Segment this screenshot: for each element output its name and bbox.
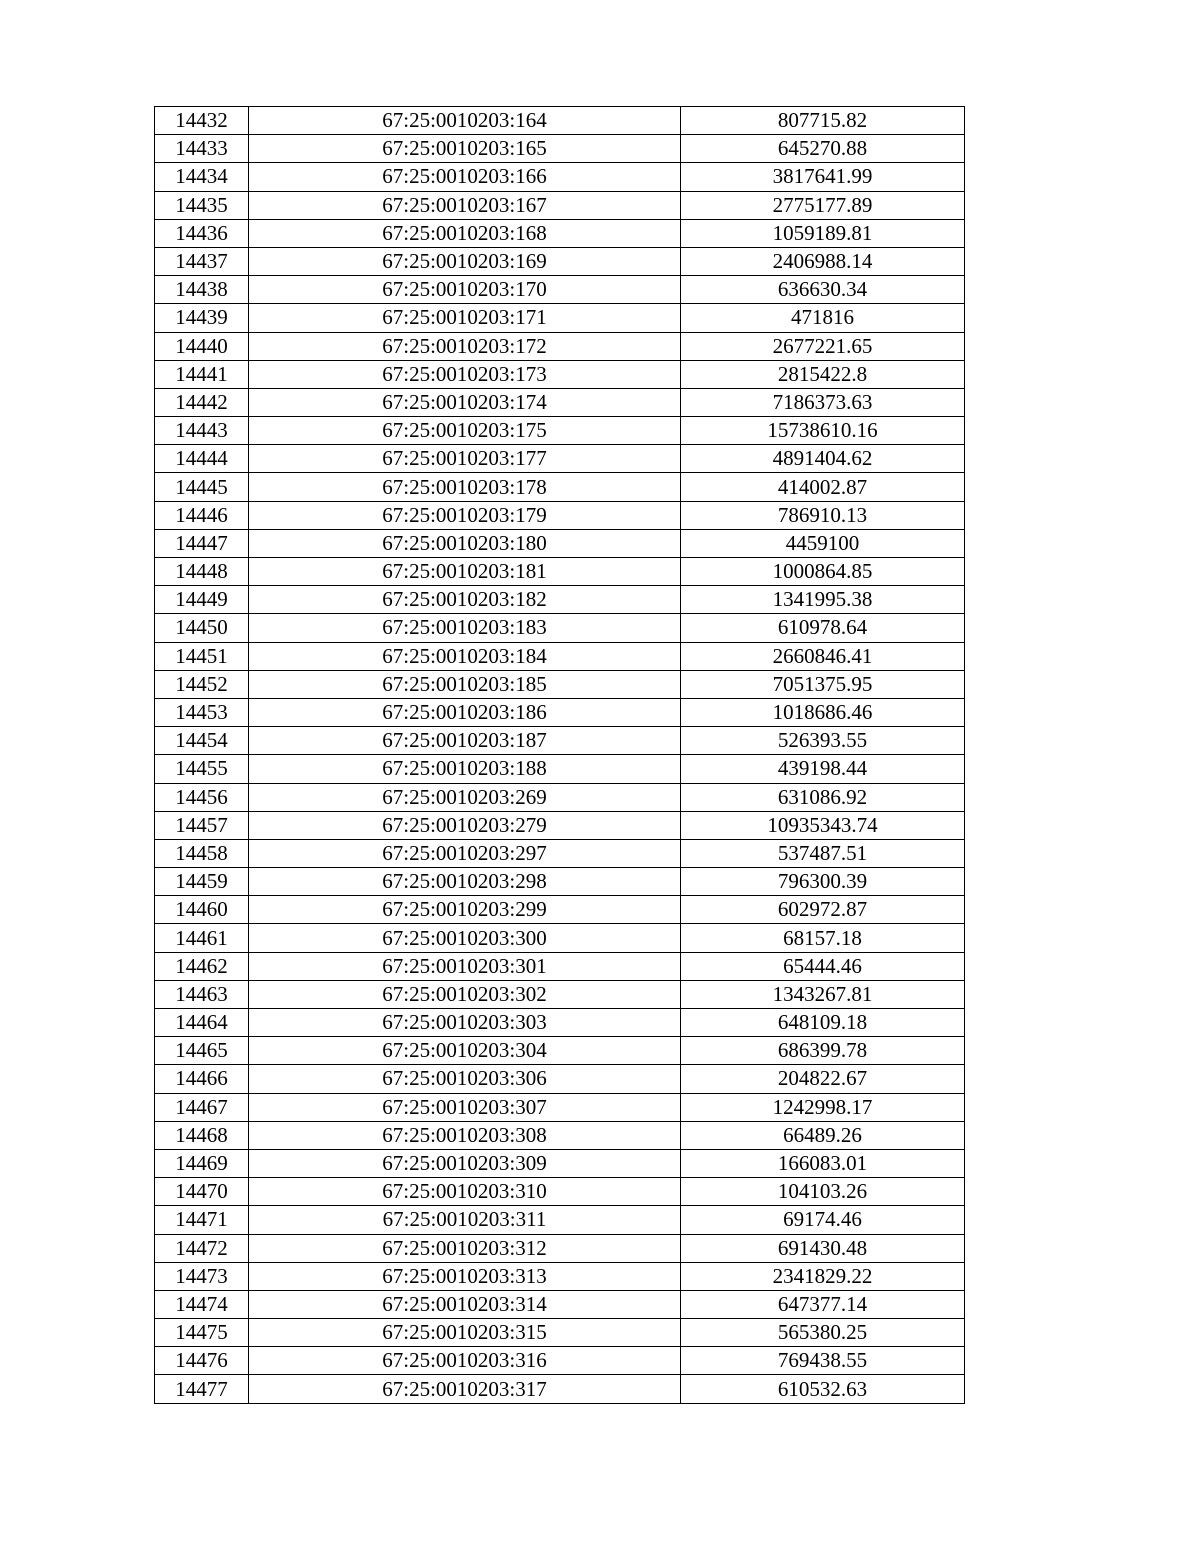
cadastral-value-cell: 565380.25 — [681, 1319, 965, 1347]
row-number-cell: 14455 — [155, 755, 249, 783]
cadastral-number-cell: 67:25:0010203:167 — [249, 191, 681, 219]
cadastral-value-cell: 2406988.14 — [681, 247, 965, 275]
table-row — [155, 1290, 965, 1318]
cadastral-value-cell: 4459100 — [681, 529, 965, 557]
row-number-cell: 14467 — [155, 1093, 249, 1121]
cadastral-number-cell: 67:25:0010203:315 — [249, 1319, 681, 1347]
cadastral-value-cell: 66489.26 — [681, 1121, 965, 1149]
row-number-cell: 14444 — [155, 445, 249, 473]
cadastral-value-cell: 1000864.85 — [681, 558, 965, 586]
table-row — [155, 304, 965, 332]
table-row — [155, 417, 965, 445]
row-number-cell: 14451 — [155, 642, 249, 670]
cadastral-number-cell: 67:25:0010203:304 — [249, 1037, 681, 1065]
table-row — [155, 1319, 965, 1347]
cadastral-number-cell: 67:25:0010203:180 — [249, 529, 681, 557]
cadastral-value-cell: 769438.55 — [681, 1347, 965, 1375]
row-number-cell: 14463 — [155, 980, 249, 1008]
cadastral-value-cell: 1341995.38 — [681, 586, 965, 614]
cadastral-value-cell: 414002.87 — [681, 473, 965, 501]
cadastral-value-cell: 647377.14 — [681, 1290, 965, 1318]
row-number-cell: 14461 — [155, 924, 249, 952]
row-number-cell: 14466 — [155, 1065, 249, 1093]
row-number-cell: 14445 — [155, 473, 249, 501]
row-number-cell: 14456 — [155, 783, 249, 811]
row-number-cell: 14470 — [155, 1178, 249, 1206]
cadastral-number-cell: 67:25:0010203:299 — [249, 896, 681, 924]
table-row — [155, 191, 965, 219]
cadastral-value-cell: 7051375.95 — [681, 670, 965, 698]
table-row — [155, 783, 965, 811]
cadastral-value-cell: 610532.63 — [681, 1375, 965, 1403]
table-row — [155, 1375, 965, 1403]
cadastral-value-cell: 471816 — [681, 304, 965, 332]
cadastral-number-cell: 67:25:0010203:171 — [249, 304, 681, 332]
row-number-cell: 14440 — [155, 332, 249, 360]
row-number-cell: 14473 — [155, 1262, 249, 1290]
row-number-cell: 14476 — [155, 1347, 249, 1375]
table-row — [155, 952, 965, 980]
table-row — [155, 107, 965, 135]
table-row — [155, 388, 965, 416]
table-row — [155, 698, 965, 726]
row-number-cell: 14457 — [155, 811, 249, 839]
row-number-cell: 14433 — [155, 135, 249, 163]
row-number-cell: 14468 — [155, 1121, 249, 1149]
cadastral-value-cell: 686399.78 — [681, 1037, 965, 1065]
cadastral-number-cell: 67:25:0010203:314 — [249, 1290, 681, 1318]
cadastral-number-cell: 67:25:0010203:165 — [249, 135, 681, 163]
cadastral-value-cell: 631086.92 — [681, 783, 965, 811]
table-row — [155, 501, 965, 529]
row-number-cell: 14442 — [155, 388, 249, 416]
row-number-cell: 14452 — [155, 670, 249, 698]
cadastral-number-cell: 67:25:0010203:166 — [249, 163, 681, 191]
table-row — [155, 445, 965, 473]
table-row — [155, 360, 965, 388]
table-row — [155, 1037, 965, 1065]
cadastral-number-cell: 67:25:0010203:172 — [249, 332, 681, 360]
cadastral-number-cell: 67:25:0010203:175 — [249, 417, 681, 445]
row-number-cell: 14454 — [155, 727, 249, 755]
cadastral-number-cell: 67:25:0010203:308 — [249, 1121, 681, 1149]
table-row — [155, 1262, 965, 1290]
cadastral-value-cell: 204822.67 — [681, 1065, 965, 1093]
row-number-cell: 14434 — [155, 163, 249, 191]
table-row — [155, 219, 965, 247]
table-row — [155, 727, 965, 755]
cadastral-value-cell: 2677221.65 — [681, 332, 965, 360]
cadastral-value-cell: 15738610.16 — [681, 417, 965, 445]
cadastral-value-cell: 2775177.89 — [681, 191, 965, 219]
table-row — [155, 868, 965, 896]
cadastral-value-cell: 1018686.46 — [681, 698, 965, 726]
row-number-cell: 14469 — [155, 1149, 249, 1177]
cadastral-number-cell: 67:25:0010203:269 — [249, 783, 681, 811]
cadastral-value-cell: 537487.51 — [681, 839, 965, 867]
cadastral-number-cell: 67:25:0010203:307 — [249, 1093, 681, 1121]
cadastral-number-cell: 67:25:0010203:301 — [249, 952, 681, 980]
row-number-cell: 14446 — [155, 501, 249, 529]
table-body — [155, 107, 965, 1404]
table-row — [155, 1065, 965, 1093]
table-row — [155, 1206, 965, 1234]
cadastral-value-cell: 104103.26 — [681, 1178, 965, 1206]
cadastral-number-cell: 67:25:0010203:312 — [249, 1234, 681, 1262]
table-row — [155, 642, 965, 670]
table-row — [155, 980, 965, 1008]
cadastral-number-cell: 67:25:0010203:188 — [249, 755, 681, 783]
cadastral-number-cell: 67:25:0010203:182 — [249, 586, 681, 614]
table-row — [155, 1093, 965, 1121]
row-number-cell: 14458 — [155, 839, 249, 867]
cadastral-number-cell: 67:25:0010203:186 — [249, 698, 681, 726]
table-row — [155, 586, 965, 614]
cadastral-value-cell: 691430.48 — [681, 1234, 965, 1262]
row-number-cell: 14465 — [155, 1037, 249, 1065]
table-row — [155, 924, 965, 952]
table-row — [155, 1121, 965, 1149]
cadastral-number-cell: 67:25:0010203:184 — [249, 642, 681, 670]
row-number-cell: 14447 — [155, 529, 249, 557]
cadastral-number-cell: 67:25:0010203:169 — [249, 247, 681, 275]
row-number-cell: 14459 — [155, 868, 249, 896]
row-number-cell: 14474 — [155, 1290, 249, 1318]
table-row — [155, 529, 965, 557]
cadastral-value-cell: 648109.18 — [681, 1009, 965, 1037]
cadastral-value-cell: 68157.18 — [681, 924, 965, 952]
cadastral-value-cell: 166083.01 — [681, 1149, 965, 1177]
table-row — [155, 276, 965, 304]
cadastral-number-cell: 67:25:0010203:311 — [249, 1206, 681, 1234]
cadastral-number-cell: 67:25:0010203:170 — [249, 276, 681, 304]
table-row — [155, 755, 965, 783]
table-row — [155, 1178, 965, 1206]
cadastral-number-cell: 67:25:0010203:168 — [249, 219, 681, 247]
row-number-cell: 14462 — [155, 952, 249, 980]
row-number-cell: 14432 — [155, 107, 249, 135]
row-number-cell: 14464 — [155, 1009, 249, 1037]
row-number-cell: 14438 — [155, 276, 249, 304]
cadastral-number-cell: 67:25:0010203:173 — [249, 360, 681, 388]
cadastral-number-cell: 67:25:0010203:298 — [249, 868, 681, 896]
cadastral-value-table — [154, 106, 965, 1404]
cadastral-value-cell: 2660846.41 — [681, 642, 965, 670]
cadastral-number-cell: 67:25:0010203:179 — [249, 501, 681, 529]
cadastral-value-cell: 1343267.81 — [681, 980, 965, 1008]
row-number-cell: 14460 — [155, 896, 249, 924]
cadastral-value-cell: 10935343.74 — [681, 811, 965, 839]
cadastral-number-cell: 67:25:0010203:316 — [249, 1347, 681, 1375]
cadastral-number-cell: 67:25:0010203:279 — [249, 811, 681, 839]
cadastral-number-cell: 67:25:0010203:313 — [249, 1262, 681, 1290]
cadastral-number-cell: 67:25:0010203:187 — [249, 727, 681, 755]
cadastral-number-cell: 67:25:0010203:174 — [249, 388, 681, 416]
table-row — [155, 558, 965, 586]
row-number-cell: 14450 — [155, 614, 249, 642]
row-number-cell: 14449 — [155, 586, 249, 614]
table-row — [155, 247, 965, 275]
cadastral-value-cell: 636630.34 — [681, 276, 965, 304]
cadastral-number-cell: 67:25:0010203:310 — [249, 1178, 681, 1206]
cadastral-number-cell: 67:25:0010203:309 — [249, 1149, 681, 1177]
cadastral-value-cell: 65444.46 — [681, 952, 965, 980]
table-row — [155, 811, 965, 839]
row-number-cell: 14441 — [155, 360, 249, 388]
row-number-cell: 14439 — [155, 304, 249, 332]
cadastral-number-cell: 67:25:0010203:317 — [249, 1375, 681, 1403]
cadastral-value-cell: 610978.64 — [681, 614, 965, 642]
cadastral-number-cell: 67:25:0010203:302 — [249, 980, 681, 1008]
row-number-cell: 14436 — [155, 219, 249, 247]
table-row — [155, 839, 965, 867]
cadastral-value-cell: 69174.46 — [681, 1206, 965, 1234]
cadastral-value-cell: 2815422.8 — [681, 360, 965, 388]
cadastral-value-cell: 4891404.62 — [681, 445, 965, 473]
cadastral-value-cell: 807715.82 — [681, 107, 965, 135]
cadastral-value-cell: 526393.55 — [681, 727, 965, 755]
cadastral-value-cell: 796300.39 — [681, 868, 965, 896]
cadastral-value-cell: 645270.88 — [681, 135, 965, 163]
cadastral-number-cell: 67:25:0010203:181 — [249, 558, 681, 586]
row-number-cell: 14448 — [155, 558, 249, 586]
cadastral-number-cell: 67:25:0010203:303 — [249, 1009, 681, 1037]
cadastral-number-cell: 67:25:0010203:300 — [249, 924, 681, 952]
table-row — [155, 1009, 965, 1037]
cadastral-number-cell: 67:25:0010203:177 — [249, 445, 681, 473]
cadastral-number-cell: 67:25:0010203:164 — [249, 107, 681, 135]
cadastral-number-cell: 67:25:0010203:306 — [249, 1065, 681, 1093]
row-number-cell: 14435 — [155, 191, 249, 219]
row-number-cell: 14471 — [155, 1206, 249, 1234]
cadastral-value-cell: 786910.13 — [681, 501, 965, 529]
row-number-cell: 14437 — [155, 247, 249, 275]
cadastral-value-cell: 1059189.81 — [681, 219, 965, 247]
table-row — [155, 614, 965, 642]
table-row — [155, 670, 965, 698]
table-row — [155, 1234, 965, 1262]
cadastral-number-cell: 67:25:0010203:185 — [249, 670, 681, 698]
table-row — [155, 473, 965, 501]
cadastral-number-cell: 67:25:0010203:183 — [249, 614, 681, 642]
table-row — [155, 332, 965, 360]
row-number-cell: 14477 — [155, 1375, 249, 1403]
cadastral-value-cell: 7186373.63 — [681, 388, 965, 416]
table-row — [155, 163, 965, 191]
cadastral-value-cell: 439198.44 — [681, 755, 965, 783]
table-row — [155, 1149, 965, 1177]
table-row — [155, 135, 965, 163]
cadastral-number-cell: 67:25:0010203:297 — [249, 839, 681, 867]
cadastral-value-cell: 2341829.22 — [681, 1262, 965, 1290]
cadastral-value-cell: 1242998.17 — [681, 1093, 965, 1121]
row-number-cell: 14443 — [155, 417, 249, 445]
cadastral-number-cell: 67:25:0010203:178 — [249, 473, 681, 501]
row-number-cell: 14475 — [155, 1319, 249, 1347]
cadastral-value-cell: 3817641.99 — [681, 163, 965, 191]
row-number-cell: 14453 — [155, 698, 249, 726]
cadastral-value-cell: 602972.87 — [681, 896, 965, 924]
row-number-cell: 14472 — [155, 1234, 249, 1262]
table-row — [155, 896, 965, 924]
table-row — [155, 1347, 965, 1375]
